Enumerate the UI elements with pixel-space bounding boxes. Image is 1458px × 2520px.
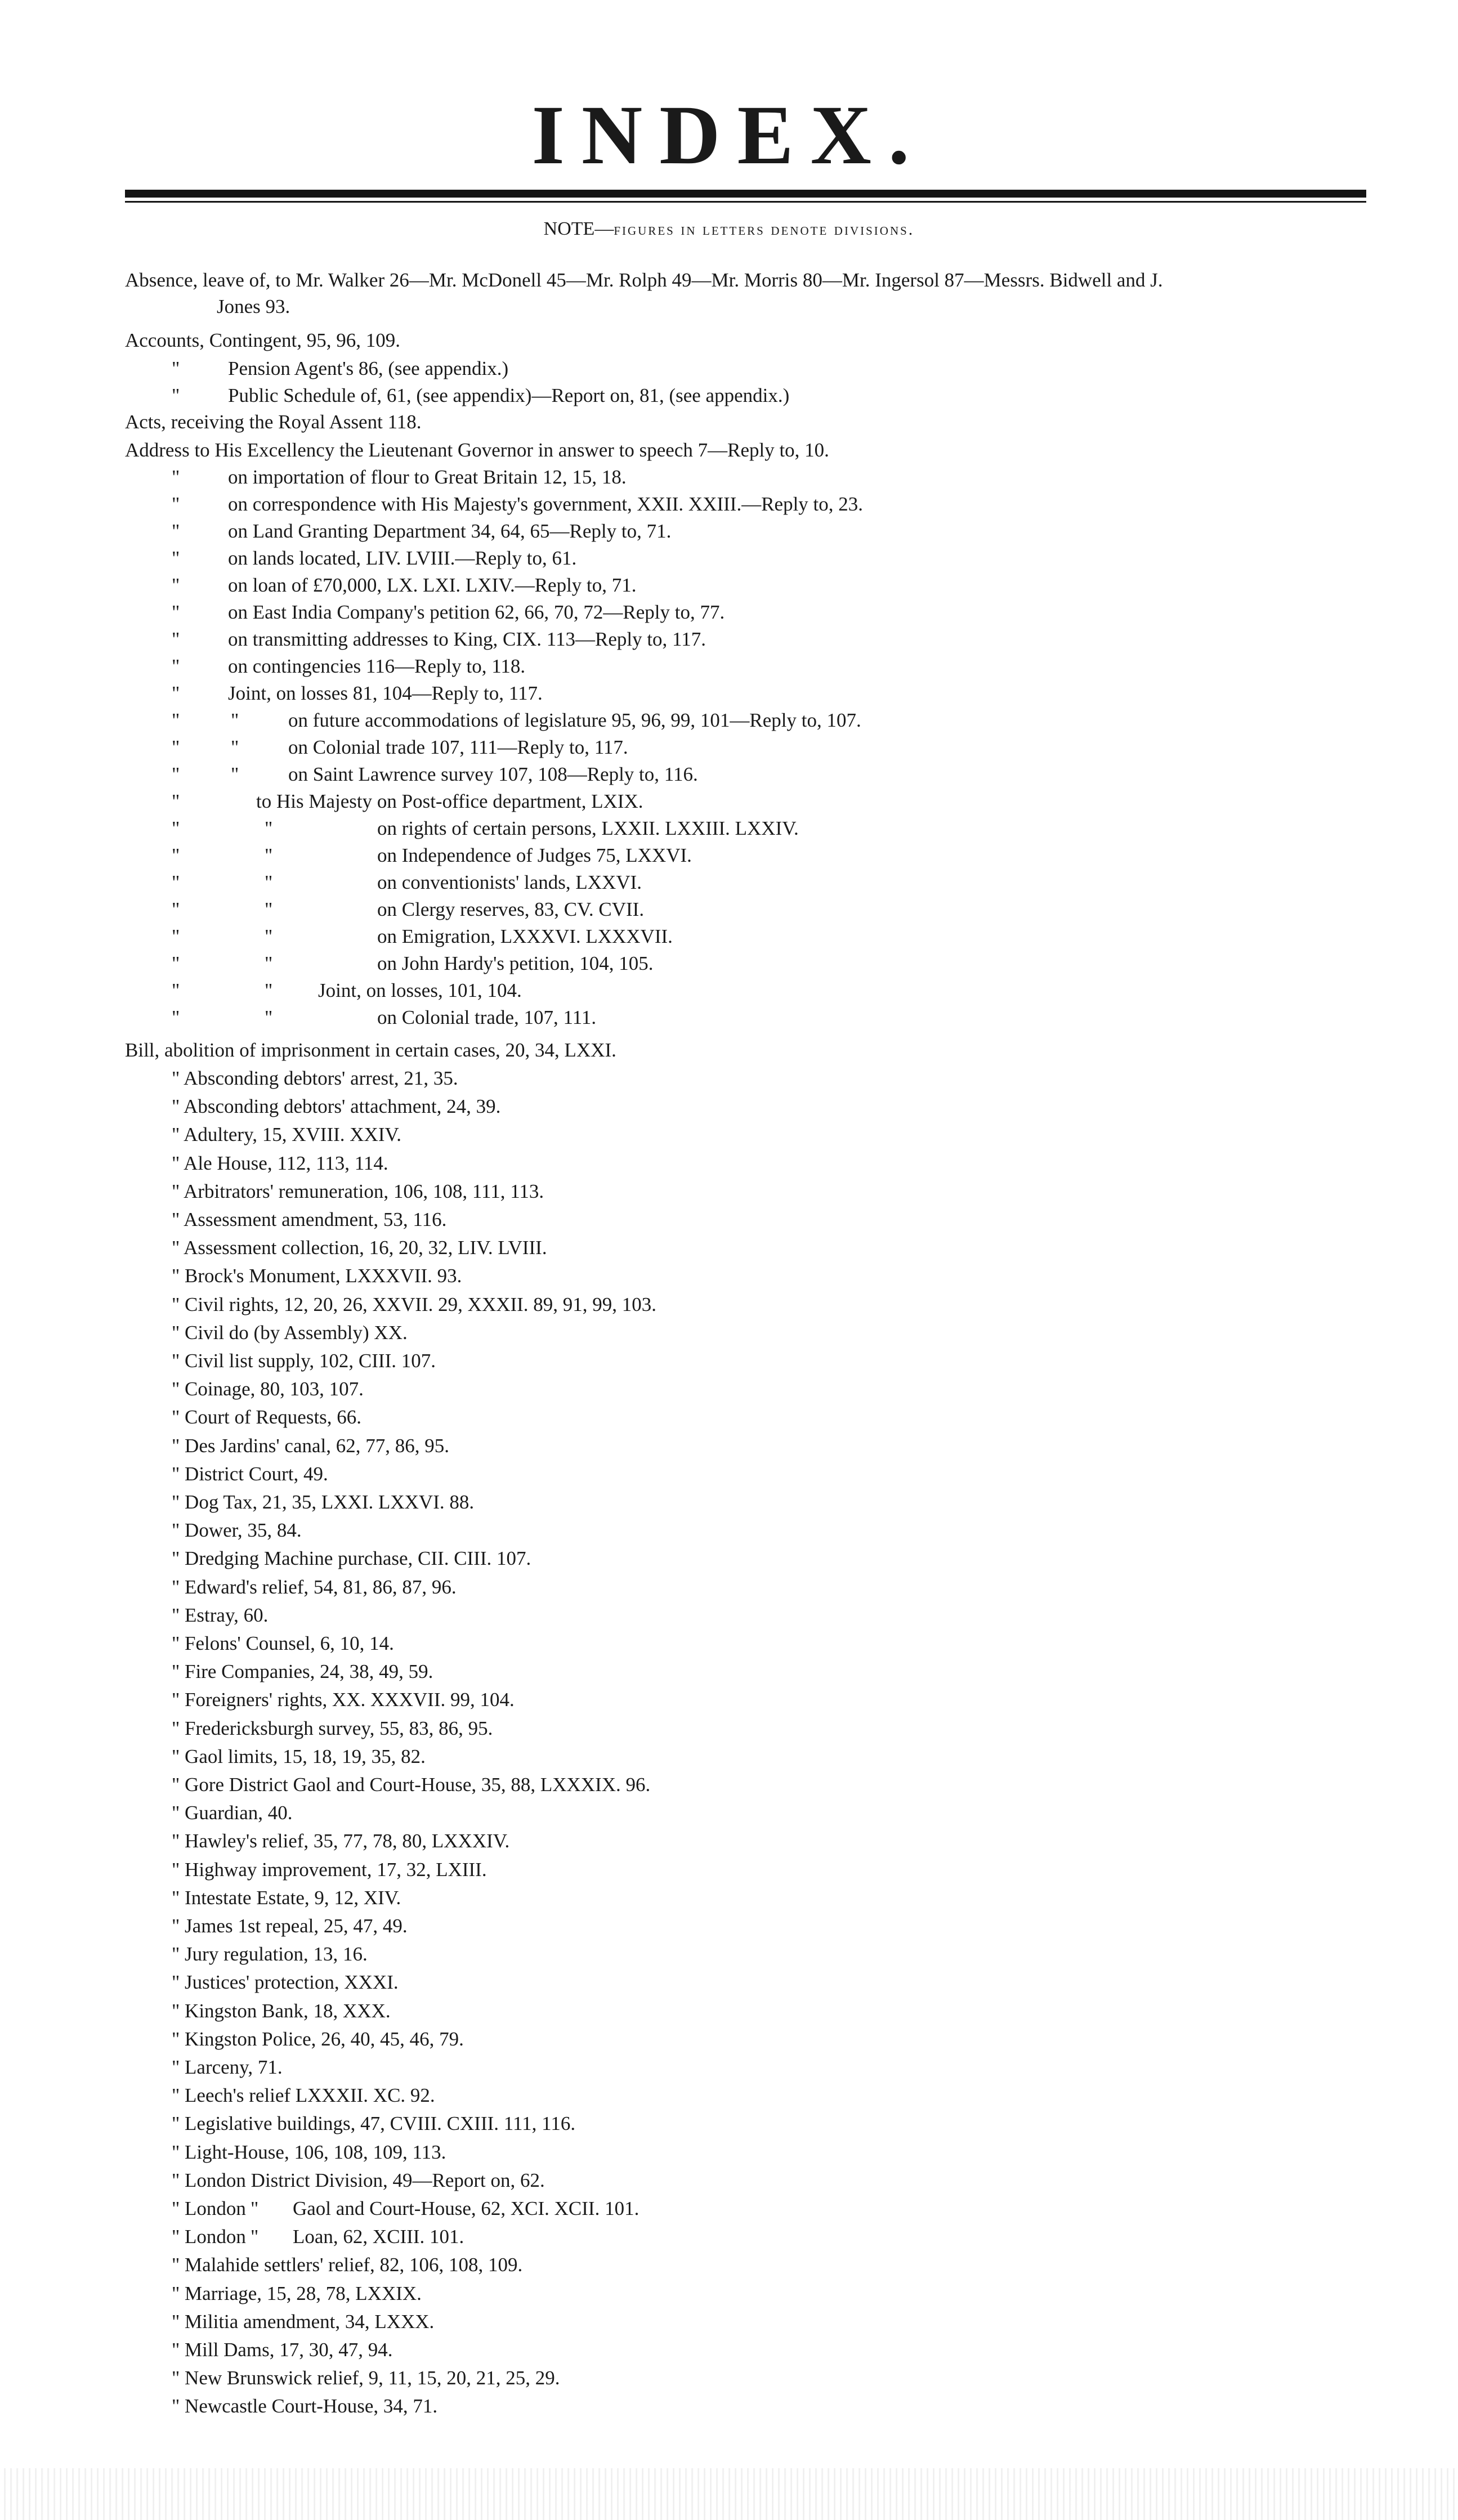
bill-entry: " Ale House, 112, 113, 114. [172,1152,388,1174]
index-entry: Accounts, Contingent, 95, 96, 109. [125,329,400,351]
ditto-mark: " [172,979,180,1001]
index-entry: Absence, leave of, to Mr. Walker 26—Mr. McDonell 45—Mr. Rolph 49—Mr. Morris 80—Mr. Ingersol 87—Messrs. Bidwell and J. [125,269,1163,291]
ditto-mark: " [251,2197,259,2219]
index-entry: Joint, on losses, 101, 104. [318,979,522,1001]
bill-entry: " Fire Companies, 24, 38, 49, 59. [172,1660,433,1682]
index-entry: Loan, 62, XCIII. 101. [293,2226,464,2248]
index-entry: Address to His Excellency the Lieutenant Governor in answer to speech 7—Reply to, 10. [125,439,829,461]
index-entry: Joint, on losses 81, 104—Reply to, 117. [228,682,543,704]
bill-entry: " Marriage, 15, 28, 78, LXXIX. [172,2282,422,2304]
bill-entry: " Kingston Police, 26, 40, 45, 46, 79. [172,2028,464,2050]
bill-entry: " Brock's Monument, LXXXVII. 93. [172,1265,462,1287]
page-title: INDEX. [531,88,927,182]
ditto-mark: " [251,2226,259,2248]
bill-entry: " Justices' protection, XXXI. [172,1971,399,1993]
ditto-mark: " [172,357,180,379]
index-entry: Jones 93. [217,296,290,317]
ditto-mark: " [265,871,273,893]
bill-entry: " James 1st repeal, 25, 47, 49. [172,1915,408,1937]
ditto-mark: " [172,655,180,677]
ditto-mark: " [231,736,239,758]
bill-entry: " Kingston Bank, 18, XXX. [172,2000,391,2022]
bill-entry: " Legislative buildings, 47, CVIII. CXIII. 111, 116. [172,2112,576,2134]
ditto-mark: " [231,763,239,785]
ditto-mark: " [172,898,180,920]
index-entry: " London [172,2226,246,2248]
ditto-mark: " [172,628,180,650]
bill-entry: " Dredging Machine purchase, CII. CIII. 107. [172,1547,531,1569]
ditto-mark: " [172,682,180,704]
ditto-mark: " [172,817,180,839]
bill-entry: " Militia amendment, 34, LXXX. [172,2311,435,2333]
bill-entry: " Dower, 35, 84. [172,1519,302,1541]
index-entry: on conventionists' lands, LXXVI. [377,871,642,893]
index-entry: on loan of £70,000, LX. LXI. LXIV.—Reply to, 71. [228,574,637,596]
bill-entry: " Gaol limits, 15, 18, 19, 35, 82. [172,1745,426,1767]
bill-entry: " Estray, 60. [172,1604,269,1626]
bill-entry: " London District Division, 49—Report on, 62. [172,2169,545,2191]
ditto-mark: " [172,574,180,596]
index-entry: on transmitting addresses to King, CIX. 113—Reply to, 117. [228,628,706,650]
bill-entry: " Dog Tax, 21, 35, LXXI. LXXVI. 88. [172,1491,475,1513]
ditto-mark: " [265,979,273,1001]
index-entry: Acts, receiving the Royal Assent 118. [125,411,422,433]
ditto-mark: " [172,790,180,812]
bill-entry: " Fredericksburgh survey, 55, 83, 86, 95. [172,1717,493,1739]
bill-entry: " New Brunswick relief, 9, 11, 15, 20, 21, 25, 29. [172,2367,560,2389]
index-entry: on contingencies 116—Reply to, 118. [228,655,526,677]
index-entry: on importation of flour to Great Britain 12, 15, 18. [228,466,627,488]
index-entry: Gaol and Court-House, 62, XCI. XCII. 101. [293,2197,639,2219]
bill-entry: " Arbitrators' remuneration, 106, 108, 111, 113. [172,1180,544,1202]
bill-entry: " Malahide settlers' relief, 82, 106, 108, 109. [172,2254,523,2276]
bill-entry: " Newcastle Court-House, 34, 71. [172,2395,438,2417]
index-entry: on Clergy reserves, 83, CV. CVII. [377,898,645,920]
bill-entry: " Larceny, 71. [172,2056,283,2078]
ditto-mark: " [172,601,180,623]
bill-entry: " Court of Requests, 66. [172,1406,362,1428]
index-entry: Pension Agent's 86, (see appendix.) [228,357,509,379]
index-entry: on Emigration, LXXXVI. LXXXVII. [377,925,673,947]
ditto-mark: " [172,466,180,488]
bill-entry: " Assessment amendment, 53, 116. [172,1208,447,1230]
ditto-mark: " [172,709,180,731]
bill-entry: " Felons' Counsel, 6, 10, 14. [172,1632,394,1654]
ditto-mark: " [172,844,180,866]
note-text: figures in letters denote divisions. [614,220,915,239]
bill-entry: " Mill Dams, 17, 30, 47, 94. [172,2339,393,2361]
ditto-mark: " [172,547,180,569]
bill-entry: " Civil list supply, 102, CIII. 107. [172,1350,436,1372]
index-entry: " London [172,2197,246,2219]
bill-entry: " Des Jardins' canal, 62, 77, 86, 95. [172,1435,450,1457]
ditto-mark: " [265,925,273,947]
bill-entry: " Guardian, 40. [172,1802,293,1824]
bill-entry: " Edward's relief, 54, 81, 86, 87, 96. [172,1576,457,1598]
bill-entry: " Assessment collection, 16, 20, 32, LIV. LVIII. [172,1237,547,1259]
bottom-scan-noise [0,2468,1458,2520]
ditto-mark: " [172,952,180,974]
index-entry: on John Hardy's petition, 104, 105. [377,952,654,974]
bill-entry: " Gore District Gaol and Court-House, 35, 88, LXXXIX. 96. [172,1774,651,1796]
bill-entry: " Absconding debtors' attachment, 24, 39. [172,1095,501,1117]
bill-entry: " Civil do (by Assembly) XX. [172,1322,408,1344]
bill-entry: " Jury regulation, 13, 16. [172,1943,368,1965]
ditto-mark: " [172,763,180,785]
index-entry: on lands located, LIV. LVIII.—Reply to, 61. [228,547,577,569]
ditto-mark: " [265,1006,273,1028]
index-entry: on East India Company's petition 62, 66, 70, 72—Reply to, 77. [228,601,725,623]
index-entry: on rights of certain persons, LXXII. LXXIII. LXXIV. [377,817,799,839]
ditto-mark: " [172,736,180,758]
bill-entry: " Highway improvement, 17, 32, LXIII. [172,1859,487,1881]
index-entry: on Colonial trade, 107, 111. [377,1006,597,1028]
note-lead: NOTE— [543,218,614,239]
ditto-mark: " [172,1006,180,1028]
index-entry: Bill, abolition of imprisonment in certain cases, 20, 34, LXXI. [125,1039,616,1061]
bill-entry: " Foreigners' rights, XX. XXXVII. 99, 104. [172,1689,515,1711]
ditto-mark: " [231,709,239,731]
bill-entry: " Absconding debtors' arrest, 21, 35. [172,1067,458,1089]
ditto-mark: " [172,871,180,893]
bill-entry: " Civil rights, 12, 20, 26, XXVII. 29, XXXII. 89, 91, 99, 103. [172,1293,657,1315]
ditto-mark: " [265,844,273,866]
ditto-mark: " [265,817,273,839]
ditto-mark: " [172,384,180,406]
bill-entry: " Light-House, 106, 108, 109, 113. [172,2141,446,2163]
ditto-mark: " [265,898,273,920]
index-entry: on Land Granting Department 34, 64, 65—Reply to, 71. [228,520,672,542]
index-entry: on Colonial trade 107, 111—Reply to, 117. [288,736,628,758]
index-entry: on Saint Lawrence survey 107, 108—Reply to, 116. [288,763,698,785]
index-entry: on Independence of Judges 75, LXXVI. [377,844,692,866]
bill-entry: " Intestate Estate, 9, 12, XIV. [172,1887,401,1909]
bill-entry: " Leech's relief LXXXII. XC. 92. [172,2084,435,2106]
bill-entry: " Coinage, 80, 103, 107. [172,1378,364,1400]
ditto-mark: " [265,952,273,974]
ditto-mark: " [172,520,180,542]
bill-entry: " Adultery, 15, XVIII. XXIV. [172,1124,401,1145]
ditto-mark: " [172,925,180,947]
index-entry: on correspondence with His Majesty's government, XXII. XXIII.—Reply to, 23. [228,493,864,515]
index-entry: on future accommodations of legislature 95, 96, 99, 101—Reply to, 107. [288,709,861,731]
bill-entry: " Hawley's relief, 35, 77, 78, 80, LXXXIV. [172,1830,510,1852]
ditto-mark: " [172,493,180,515]
bill-entry: " District Court, 49. [172,1463,328,1485]
index-entry: to His Majesty on Post-office department, LXIX. [256,790,643,812]
index-entry: Public Schedule of, 61, (see appendix)—Report on, 81, (see appendix.) [228,384,790,406]
